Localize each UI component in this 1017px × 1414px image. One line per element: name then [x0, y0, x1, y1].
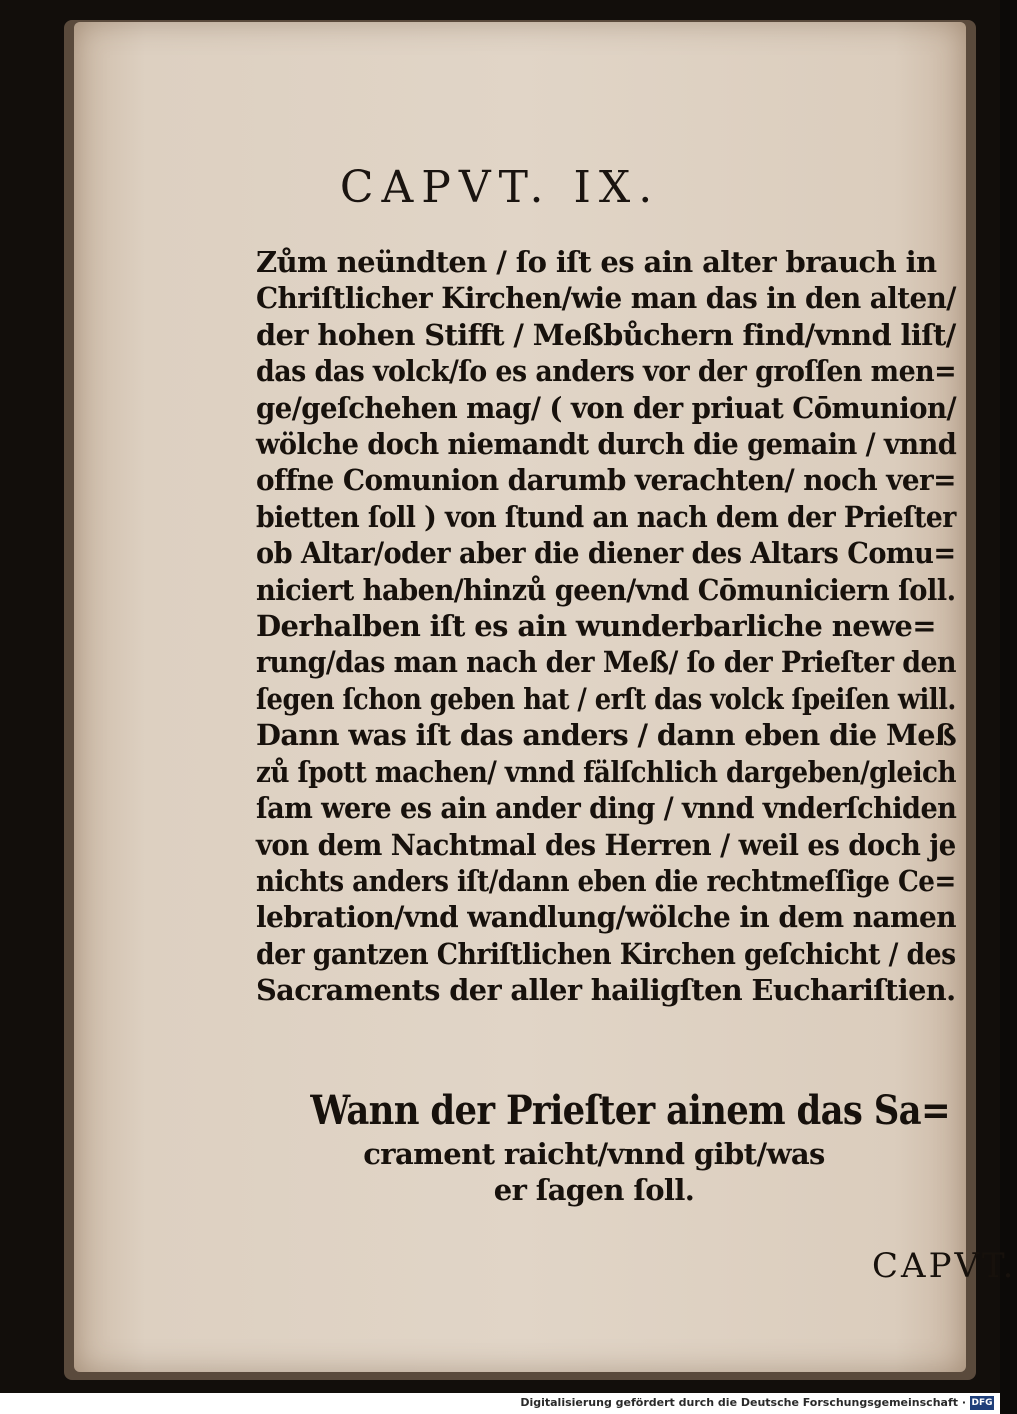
body-line: nichts anders iſt/dann eben die rechtmeſſige Ce= — [256, 863, 956, 898]
section-heading-line: crament raicht/vnnd gibt/was — [363, 1137, 825, 1171]
body-line: niciert haben/hinzů geen/vnd Cōmuniciern ſoll. — [256, 572, 956, 607]
body-line: ſam were es ain ander ding / vnnd vnderſchiden — [256, 791, 957, 826]
chapter-heading: CAPVT. IX. — [339, 162, 661, 213]
body-line: rung/das man nach der Meß/ ſo der Prieſter den — [256, 645, 957, 680]
section-heading-line: er ſagen ſoll. — [493, 1173, 695, 1207]
body-line: von dem Nachtmal des Herren / weil es doch je — [256, 827, 956, 862]
body-line: der hohen Stifft / Meßbůchern find/vnnd liſt/ — [256, 317, 956, 352]
body-line: Dann was iſt das anders / dann eben die Meß — [256, 718, 957, 753]
body-line: Chriſtlicher Kirchen/wie man das in den alten/ — [256, 281, 956, 316]
section-heading — [274, 1086, 950, 1208]
body-line: Zům neündten / ſo iſt es ain alter brauch in — [256, 245, 937, 279]
body-line: ſegen ſchon geben hat / erſt das volck ſpeiſen will. — [256, 681, 956, 716]
body-line: lebration/vnd wandlung/wölche in dem namen — [256, 900, 956, 935]
body-line: Derhalben iſt es ain wunderbarliche newe= — [256, 609, 936, 644]
body-line: Sacraments der aller hailigſten Euchariſtien. — [256, 973, 956, 1008]
catchword: CAPVT. — [872, 1246, 1017, 1286]
section-heading-line: Wann der Prieſter ainem das Sa= — [310, 1087, 950, 1134]
body-line: ge/geſchehen mag/ ( von der priuat Cōmunion/ — [256, 390, 957, 425]
body-line: offne Comunion darumb verachten/ noch ver= — [256, 463, 956, 498]
body-line: bietten ſoll ) von ſtund an nach dem der Prieſter — [256, 499, 956, 534]
body-line: wölche doch niemandt durch die gemain / vnnd — [256, 427, 957, 462]
body-line: zů ſpott machen/ vnnd fälſchlich dargeben/gleich — [256, 754, 957, 789]
body-line: das das volck/ſo es anders vor der groſſen men= — [256, 354, 957, 389]
body-line: ob Altar/oder aber die diener des Altars Comu= — [256, 536, 956, 571]
book-page — [74, 22, 1017, 1372]
body-line: der gantzen Chriſtlichen Kirchen geſchicht / des — [256, 936, 956, 971]
funding-credit: Digitalisierung gefördert durch die Deutsche Forschungsgemeinschaft · — [520, 1396, 966, 1409]
dfg-logo-icon: DFG — [971, 1398, 993, 1408]
footer-bar — [0, 1393, 1000, 1414]
body-text — [256, 244, 956, 1009]
bleed-through-text — [344, 1254, 644, 1298]
